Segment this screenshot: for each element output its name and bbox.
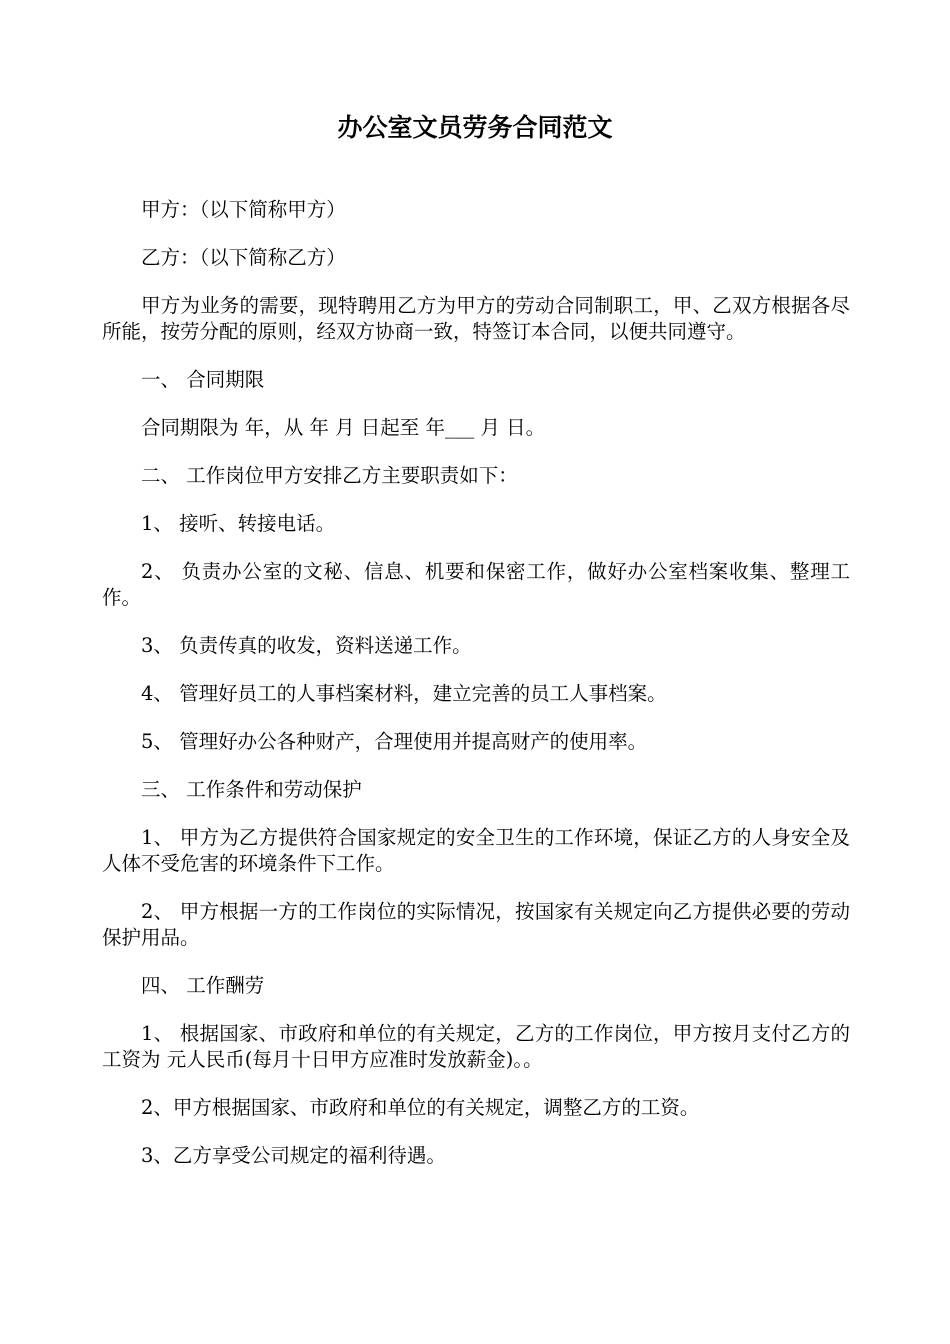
conditions-item-2: 2、 甲方根据一方的工作岗位的实际情况，按国家有关规定向乙方提供必要的劳动保护用品。 (102, 900, 850, 949)
pay-item-1: 1、 根据国家、市政府和单位的有关规定，乙方的工作岗位，甲方按月支付乙方的工资为 元人民币(每月十日甲方应准时发放薪金)。。 (102, 1022, 850, 1071)
duty-item-4: 4、 管理好员工的人事档案材料，建立完善的员工人事档案。 (141, 682, 667, 705)
preamble-paragraph: 甲方为业务的需要，现特聘用乙方为甲方的劳动合同制职工，甲、乙双方根据各尽所能，按劳分配的原则，经双方协商一致，特签订本合同，以便共同遵守。 (102, 294, 850, 343)
duty-item-2: 2、 负责办公室的文秘、信息、机要和保密工作，做好办公室档案收集、整理工作。 (102, 560, 850, 609)
duty-item-5: 5、 管理好办公各种财产，合理使用并提高财产的使用率。 (141, 730, 648, 753)
document-title: 办公室文员劳务合同范文 (337, 113, 613, 142)
party-b-line: 乙方：（以下简称乙方） (141, 246, 346, 269)
pay-item-3: 3、乙方享受公司规定的福利待遇。 (141, 1144, 446, 1167)
party-a-line: 甲方：（以下简称甲方） (141, 198, 346, 221)
section-heading-position: 二、 工作岗位甲方安排乙方主要职责如下： (141, 464, 518, 487)
conditions-item-1: 1、 甲方为乙方提供符合国家规定的安全卫生的工作环境，保证乙方的人身安全及人体不受危害的环境条件下工作。 (102, 826, 850, 875)
section-heading-conditions: 三、 工作条件和劳动保护 (141, 778, 362, 801)
section-heading-term: 一、 合同期限 (141, 368, 265, 391)
pay-item-2: 2、甲方根据国家、市政府和单位的有关规定，调整乙方的工资。 (141, 1096, 700, 1119)
contract-term-paragraph: 合同期限为 年，从 年 月 日起至 年___ 月 日。 (141, 416, 546, 439)
duty-item-3: 3、 负责传真的收发，资料送递工作。 (141, 634, 472, 657)
document-body (102, 197, 850, 1191)
duty-item-1: 1、 接听、转接电话。 (141, 512, 336, 535)
section-heading-pay: 四、 工作酬劳 (141, 974, 265, 997)
